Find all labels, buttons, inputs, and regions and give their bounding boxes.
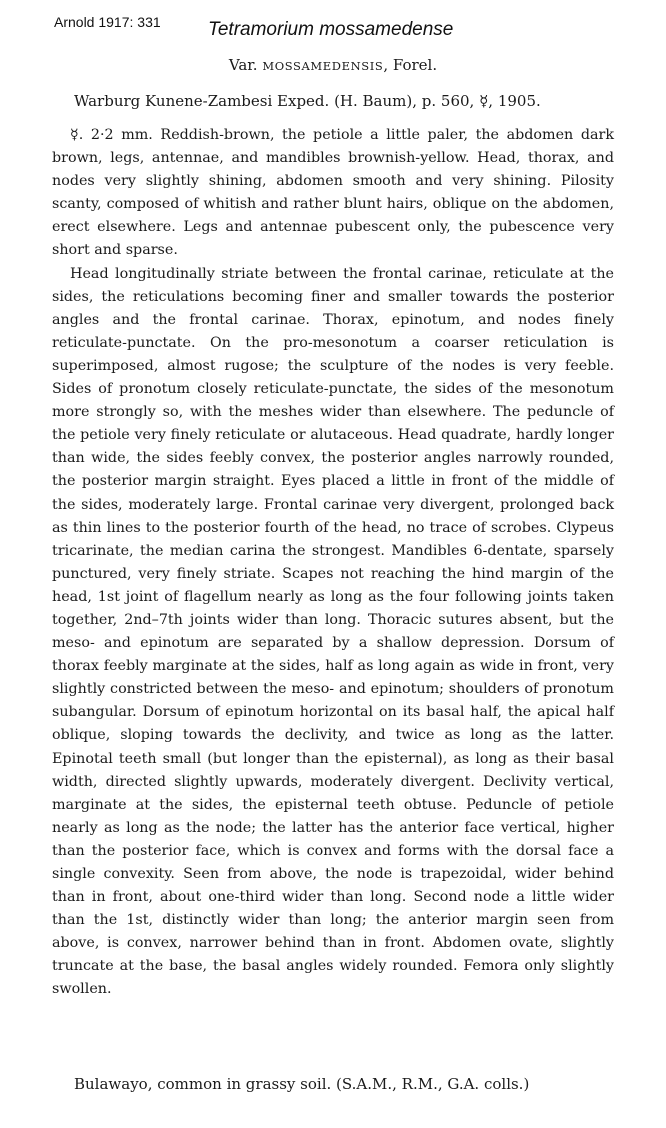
description-body bbox=[52, 124, 614, 1002]
description-paragraph-1: ☿. 2·2 mm. Reddish-brown, the petiole a little paler, the abdomen dark brown, legs, antennae, and mandibles brownish-yellow. Head, thorax, and nodes very slightly shining, abdomen smooth and very shining. Pilosity scanty, composed of whitish and rather blunt hairs, oblique on the abdomen, erect elsewhere. Legs and antennae pubescent only, the pubescence very short and sparse. bbox=[52, 127, 614, 259]
variety-author: , Forel. bbox=[383, 56, 438, 74]
citation-label: Arnold 1917: 331 bbox=[54, 14, 161, 30]
variety-name: MOSSAMEDENSIS bbox=[262, 59, 384, 73]
species-title: Tetramorium mossamedense bbox=[208, 19, 454, 40]
reference-line: Warburg Kunene-Zambesi Exped. (H. Baum), p. 560, ☿, 1905. bbox=[74, 92, 541, 110]
locality-line: Bulawayo, common in grassy soil. (S.A.M., R.M., G.A. colls.) bbox=[74, 1075, 530, 1093]
variety-prefix: Var. bbox=[228, 56, 258, 74]
description-paragraph-2: Head longitudinally striate between the frontal carinae, reticulate at the sides, the reticulations becoming finer and smaller towards the posterior angles and the frontal carinae. Thorax, epinotum, and nodes finely reticulate-punctate. On the pro-mesonotum a coarser reticulation is superimposed, almost rugose; the sculpture of the nodes is very feeble. Sides of pronotum closely reticulate-punctate, the sides of the mesonotum more strongly so, with the meshes wider than elsewhere. The peduncle of the petiole very finely reticulate or alutaceous. Head quadrate, hardly longer than wide, the sides feebly convex, the posterior angles narrowly rounded, the posterior margin straight. Eyes placed a little in front of the middle of the sides, moderately large. Frontal carinae very divergent, prolonged back as thin lines to the posterior fourth of the head, no trace of scrobes. Clypeus tricarinate, the median carina the strongest. Mandibles 6-dentate, sparsely punctured, very finely striate. Scapes not reaching the hind margin of the head, 1st joint of flagellum nearly as long as the four following joints taken together, 2nd–7th joints wider than long. Thoracic sutures absent, but the meso- and epinotum are separated by a shallow depression. Dorsum of thorax feebly marginate at the sides, half as long again as wide in front, very slightly constricted between the meso- and epinotum; shoulders of pronotum subangular. Dorsum of epinotum horizontal on its basal half, the apical half oblique, sloping towards the declivity, and twice as long as the latter. Epinotal teeth small (but longer than the episternal), as long as their basal width, directed slightly upwards, moderately divergent. Declivity vertical, marginate at the sides, the episternal teeth obtuse. Peduncle of petiole nearly as long as the node; the latter has the anterior face vertical, higher than the posterior face, which is convex and forms with the dorsal face a single convexity. Seen from above, the node is trapezoidal, wider behind than in front, about one-third wider than long. Second node a little wider than the 1st, distinctly wider than long; the anterior margin seen from above, is convex, narrower behind than in front. Abdomen ovate, slightly truncate at the base, the basal angles widely rounded. Femora only slightly swollen. bbox=[52, 265, 614, 998]
variety-heading bbox=[0, 55, 666, 76]
